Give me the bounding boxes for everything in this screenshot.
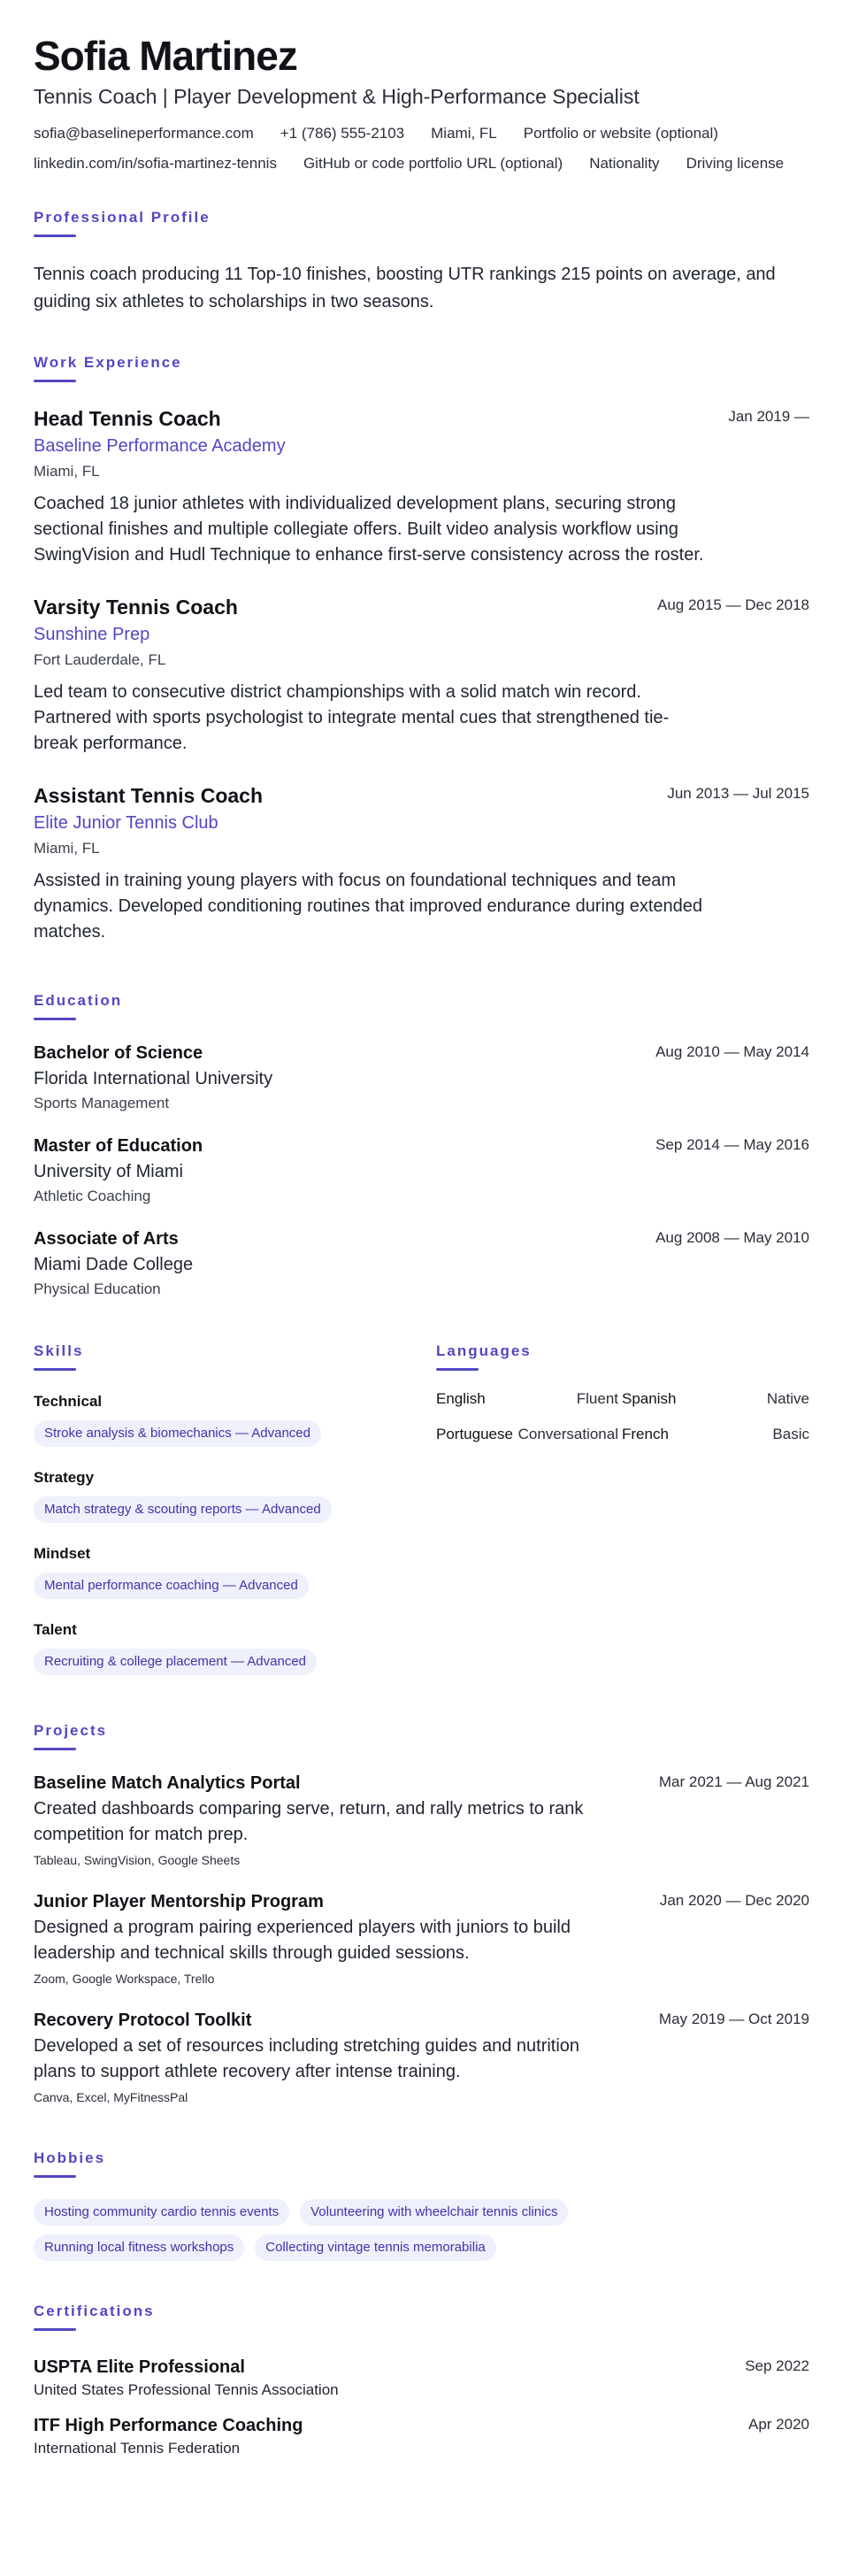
certifications-section — [34, 2302, 809, 2458]
section-divider — [34, 380, 76, 382]
education-section — [34, 991, 809, 1299]
education-entry — [34, 1042, 809, 1113]
job-description: Assisted in training young players with focus on foundational techniques and team dynamics. Developed conditioning routines that improved endurance during extended matches. — [34, 871, 703, 942]
project-description: Designed a program pairing experienced players with juniors to build leadership and technical skills through guided sessions. — [34, 1918, 571, 1963]
skills-languages-row — [34, 1342, 809, 1675]
language-item — [436, 1426, 622, 1443]
candidate-headline: Tennis Coach | Player Development & High-Performance Specialist — [34, 85, 640, 108]
skill-category: Technical — [34, 1393, 103, 1410]
skill-group — [34, 1468, 436, 1523]
contact-list — [34, 125, 812, 185]
resume-header — [34, 32, 809, 185]
education-entry — [34, 1227, 809, 1299]
job-company: Elite Junior Tennis Club — [34, 813, 218, 833]
contact-driving-license: Driving license — [686, 155, 785, 172]
project-entry — [34, 1890, 809, 1988]
languages-list — [436, 1390, 809, 1443]
project-name: Baseline Match Analytics Portal — [34, 1773, 301, 1793]
language-level: Fluent — [576, 1390, 618, 1407]
section-divider — [34, 235, 76, 237]
education-degree: Bachelor of Science — [34, 1043, 203, 1063]
language-level: Native — [766, 1390, 809, 1407]
contact-portfolio[interactable]: Portfolio or website (optional) — [523, 125, 718, 142]
certification-name: ITF High Performance Coaching — [34, 2416, 303, 2435]
section-title: Education — [34, 992, 123, 1009]
certification-issuer: International Tennis Federation — [34, 2440, 241, 2457]
skills-section — [34, 1342, 436, 1675]
language-level: Conversational — [517, 1426, 618, 1442]
skill-group — [34, 1544, 436, 1599]
skill-category: Mindset — [34, 1545, 91, 1562]
job-title: Head Tennis Coach — [34, 407, 221, 430]
profile-summary: Tennis coach producing 11 Top-10 finishes, boosting UTR rankings 215 points on average, and guiding six athletes to scholarships in two seasons. — [34, 265, 776, 311]
job-dates: Jun 2013 — Jul 2015 — [667, 785, 809, 802]
skill-tag: Match strategy & scouting reports — Advanced — [34, 1496, 332, 1523]
skill-tag: Mental performance coaching — Advanced — [34, 1573, 309, 1599]
language-name: French — [622, 1426, 669, 1442]
project-dates: May 2019 — Oct 2019 — [658, 2011, 809, 2027]
job-entry — [34, 595, 809, 757]
language-item — [622, 1426, 809, 1443]
hobby-tag: Hosting community cardio tennis events — [34, 2199, 289, 2226]
language-item — [622, 1390, 809, 1408]
education-degree: Master of Education — [34, 1136, 203, 1156]
hobby-list — [34, 2190, 653, 2261]
skill-category: Talent — [34, 1621, 77, 1638]
job-location: Fort Lauderdale, FL — [34, 651, 166, 668]
skill-group — [34, 1620, 436, 1675]
education-school: Miami Dade College — [34, 1255, 194, 1274]
certification-issuer: United States Professional Tennis Association — [34, 2381, 339, 2398]
language-name: English — [436, 1390, 486, 1407]
skill-category: Strategy — [34, 1469, 95, 1486]
education-dates: Sep 2014 — May 2016 — [655, 1136, 809, 1153]
job-title: Assistant Tennis Coach — [34, 784, 264, 807]
profile-section — [34, 208, 809, 316]
job-description: Coached 18 junior athletes with individualized development plans, securing strong sectional finishes and multiple collegiate offers. Built video analysis workflow using SwingVision and Hudl Technique to enhance first-serve consistency across the roster. — [34, 494, 704, 565]
section-divider — [34, 1368, 76, 1371]
project-tools: Tableau, SwingVision, Google Sheets — [34, 1853, 241, 1867]
project-description: Developed a set of resources including stretching guides and nutrition plans to support athlete recovery after intense training. — [34, 2036, 580, 2081]
job-company: Baseline Performance Academy — [34, 436, 286, 456]
project-entry — [34, 2009, 809, 2106]
job-title: Varsity Tennis Coach — [34, 596, 238, 619]
job-dates: Jan 2019 — — [728, 408, 809, 425]
certification-date: Apr 2020 — [748, 2416, 809, 2433]
section-divider — [436, 1368, 479, 1371]
projects-section — [34, 1721, 809, 2106]
skill-tag: Stroke analysis & biomechanics — Advanced — [34, 1420, 321, 1447]
contact-phone[interactable]: +1 (786) 555-2103 — [280, 125, 405, 142]
project-name: Junior Player Mentorship Program — [34, 1892, 324, 1911]
project-tools: Canva, Excel, MyFitnessPal — [34, 2090, 188, 2104]
education-dates: Aug 2010 — May 2014 — [655, 1043, 809, 1060]
languages-section — [436, 1342, 809, 1675]
section-title: Projects — [34, 1722, 108, 1739]
contact-linkedin[interactable]: linkedin.com/in/sofia-martinez-tennis — [34, 155, 277, 172]
contact-nationality: Nationality — [589, 155, 660, 172]
hobbies-section — [34, 2149, 809, 2261]
job-location: Miami, FL — [34, 463, 100, 480]
project-name: Recovery Protocol Toolkit — [34, 2011, 252, 2030]
language-name: Spanish — [622, 1390, 677, 1407]
hobby-tag: Volunteering with wheelchair tennis clinics — [300, 2199, 568, 2226]
education-school: Florida International University — [34, 1069, 273, 1088]
job-company: Sunshine Prep — [34, 625, 150, 644]
hobby-tag: Collecting vintage tennis memorabilia — [255, 2234, 495, 2261]
education-degree: Associate of Arts — [34, 1229, 179, 1249]
language-level: Basic — [772, 1426, 809, 1442]
section-divider — [34, 1748, 76, 1750]
contact-github[interactable]: GitHub or code portfolio URL (optional) — [303, 155, 563, 172]
project-dates: Jan 2020 — Dec 2020 — [659, 1892, 809, 1909]
skill-tag: Recruiting & college placement — Advanced — [34, 1649, 317, 1675]
education-field: Sports Management — [34, 1095, 170, 1111]
language-item — [436, 1390, 622, 1408]
certification-date: Sep 2022 — [745, 2357, 809, 2374]
project-entry — [34, 1772, 809, 1869]
section-title: Skills — [34, 1342, 84, 1359]
contact-location: Miami, FL — [431, 125, 497, 142]
section-divider — [34, 2328, 76, 2331]
section-divider — [34, 2175, 76, 2178]
skill-group — [34, 1392, 436, 1447]
section-title: Languages — [436, 1342, 532, 1359]
hobby-tag: Running local fitness workshops — [34, 2234, 244, 2261]
certification-entry — [34, 2414, 809, 2458]
contact-email[interactable]: sofia@baselineperformance.com — [34, 125, 254, 142]
project-dates: Mar 2021 — Aug 2021 — [658, 1773, 809, 1790]
section-title: Professional Profile — [34, 209, 211, 226]
education-school: University of Miami — [34, 1162, 183, 1181]
language-name: Portuguese — [436, 1426, 513, 1442]
project-description: Created dashboards comparing serve, return, and rally metrics to rank competition for match prep. — [34, 1799, 584, 1844]
education-field: Physical Education — [34, 1280, 161, 1297]
job-location: Miami, FL — [34, 840, 100, 857]
section-divider — [34, 1018, 76, 1020]
certification-name: USPTA Elite Professional — [34, 2357, 245, 2377]
certification-entry — [34, 2356, 809, 2400]
section-title: Certifications — [34, 2303, 155, 2319]
project-tools: Zoom, Google Workspace, Trello — [34, 1972, 215, 1986]
job-dates: Aug 2015 — Dec 2018 — [656, 596, 809, 613]
education-dates: Aug 2008 — May 2010 — [655, 1229, 809, 1246]
experience-section — [34, 353, 809, 945]
section-title: Hobbies — [34, 2149, 106, 2166]
job-description: Led team to consecutive district championships with a solid match win record. Partnered with sports psychologist to integrate mental cues that strengthened tie-break performance. — [34, 682, 670, 753]
job-entry — [34, 406, 809, 568]
education-entry — [34, 1134, 809, 1206]
section-title: Work Experience — [34, 354, 182, 371]
job-entry — [34, 783, 809, 945]
candidate-name: Sofia Martinez — [34, 33, 297, 79]
education-field: Athletic Coaching — [34, 1188, 151, 1204]
